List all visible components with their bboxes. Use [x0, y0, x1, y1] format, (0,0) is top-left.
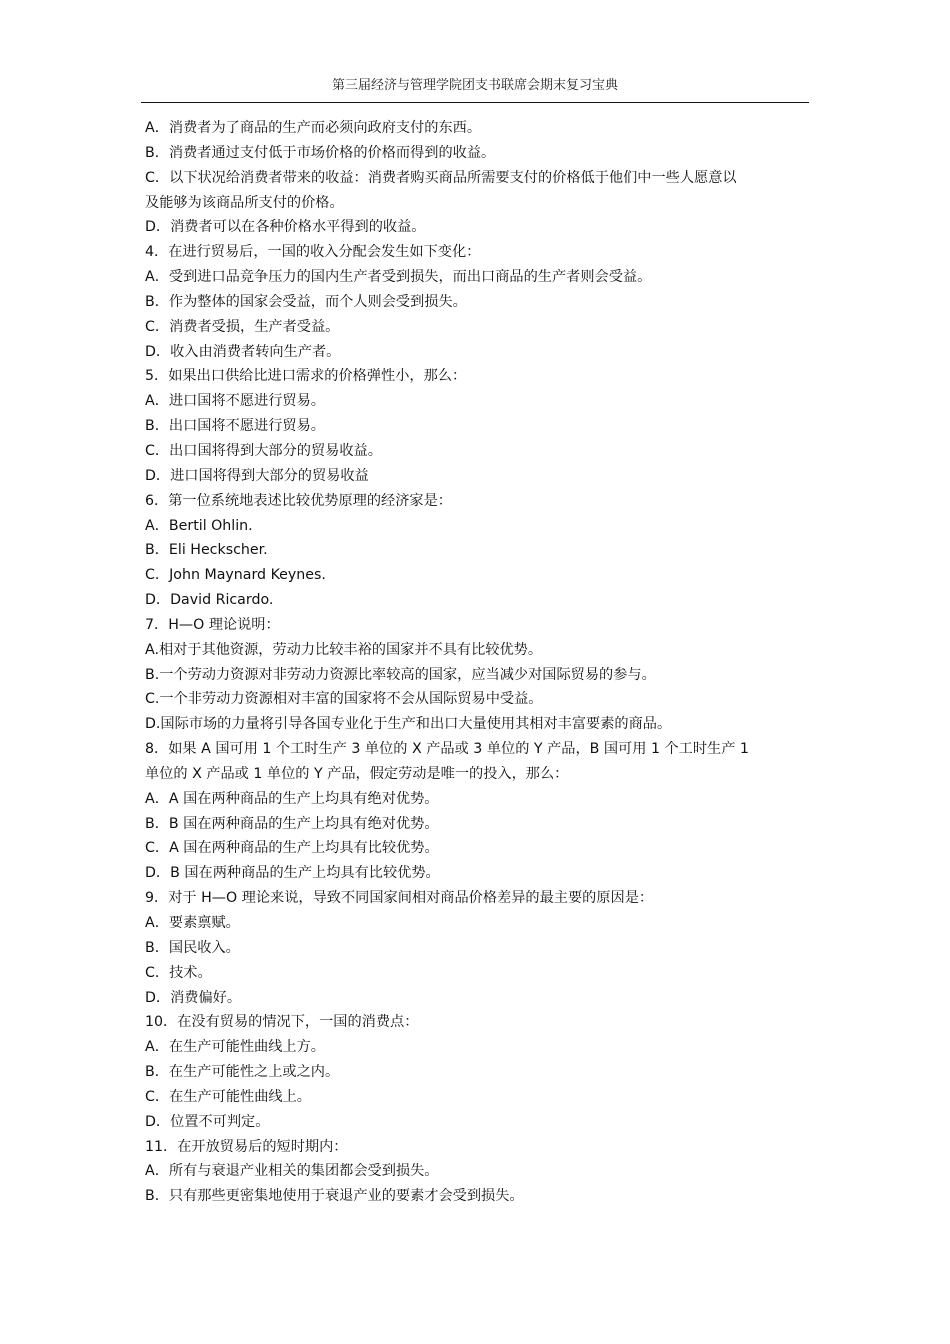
header-divider [141, 102, 809, 103]
text-line: A．在生产可能性曲线上方。 [145, 1039, 325, 1056]
document-body [145, 116, 810, 1209]
text-line: A．受到进口品竞争压力的国内生产者受到损失，而出口商品的生产者则会受益。 [145, 269, 652, 286]
text-line: B．国民收入。 [145, 939, 240, 956]
text-line: B．Eli Heckscher. [145, 542, 268, 559]
text-line: B．在生产可能性之上或之内。 [145, 1064, 340, 1081]
text-line: C．出口国将得到大部分的贸易收益。 [145, 442, 382, 459]
question-11: 11．在开放贸易后的短时期内： [145, 1138, 348, 1155]
text-line: B．只有那些更密集地使用于衰退产业的要素才会受到损失。 [145, 1188, 524, 1205]
text-line: C．John Maynard Keynes. [145, 567, 326, 584]
question-7: 7．H—O 理论说明： [145, 616, 280, 633]
text-line: C．在生产可能性曲线上。 [145, 1088, 311, 1105]
text-line: B．出口国将不愿进行贸易。 [145, 418, 325, 435]
page-header-title: 第三届经济与管理学院团支书联席会期末复习宝典 [331, 78, 618, 93]
text-line: C．以下状况给消费者带来的收益：消费者购买商品所需要支付的价格低于他们中一些人愿意以 [145, 169, 737, 186]
text-line: D．消费偏好。 [145, 989, 242, 1006]
text-line: B.一个劳动力资源对非劳动力资源比率较高的国家，应当减少对国际贸易的参与。 [145, 666, 656, 683]
text-line: D.国际市场的力量将引导各国专业化于生产和出口大量使用其相对丰富要素的商品。 [145, 716, 672, 733]
text-line: C．消费者受损，生产者受益。 [145, 318, 340, 335]
text-line: A．A 国在两种商品的生产上均具有绝对优势。 [145, 790, 439, 807]
question-8: 8．如果 A 国可用 1 个工时生产 3 单位的 X 产品或 3 单位的 Y 产品，B 国可用 1 个工时生产 1 [145, 741, 749, 758]
question-5: 5．如果出口供给比进口需求的价格弹性小，那么： [145, 368, 467, 385]
text-line: A．Bertil Ohlin. [145, 517, 253, 534]
text-line: C．A 国在两种商品的生产上均具有比较优势。 [145, 840, 439, 857]
question-4: 4．在进行贸易后，一国的收入分配会发生如下变化： [145, 244, 481, 261]
text-line: C.一个非劳动力资源相对丰富的国家将不会从国际贸易中受益。 [145, 691, 543, 708]
text-line: A．消费者为了商品的生产而必须向政府支付的东西。 [145, 120, 482, 136]
text-line: A．进口国将不愿进行贸易。 [145, 393, 325, 410]
text-line: 单位的 X 产品或 1 单位的 Y 产品，假定劳动是唯一的投入，那么： [145, 765, 569, 782]
text-line: C．技术。 [145, 964, 212, 981]
question-9: 9．对于 H—O 理论来说，导致不同国家间相对商品价格差异的最主要的原因是： [145, 890, 654, 907]
text-line: D．B 国在两种商品的生产上均具有比较优势。 [145, 865, 440, 882]
text-line: 及能够为该商品所支付的价格。 [145, 194, 344, 211]
text-line: B．B 国在两种商品的生产上均具有绝对优势。 [145, 815, 439, 832]
text-line: A.相对于其他资源，劳动力比较丰裕的国家并不具有比较优势。 [145, 641, 543, 658]
text-line: B．作为整体的国家会受益，而个人则会受到损失。 [145, 293, 467, 310]
text-line: D．进口国将得到大部分的贸易收益 [145, 467, 369, 484]
text-line: D．消费者可以在各种价格水平得到的收益。 [145, 219, 426, 236]
text-line: D．收入由消费者转向生产者。 [145, 343, 341, 360]
text-line: A．要素禀赋。 [145, 915, 240, 931]
text-line: D．David Ricardo. [145, 592, 274, 609]
text-line: B．消费者通过支付低于市场价格的价格而得到的收益。 [145, 144, 496, 161]
question-6: 6．第一位系统地表述比较优势原理的经济家是： [145, 492, 452, 509]
text-line: A．所有与衰退产业相关的集团都会受到损失。 [145, 1163, 439, 1180]
question-10: 10．在没有贸易的情况下，一国的消费点： [145, 1014, 419, 1031]
text-line: D．位置不可判定。 [145, 1113, 270, 1130]
